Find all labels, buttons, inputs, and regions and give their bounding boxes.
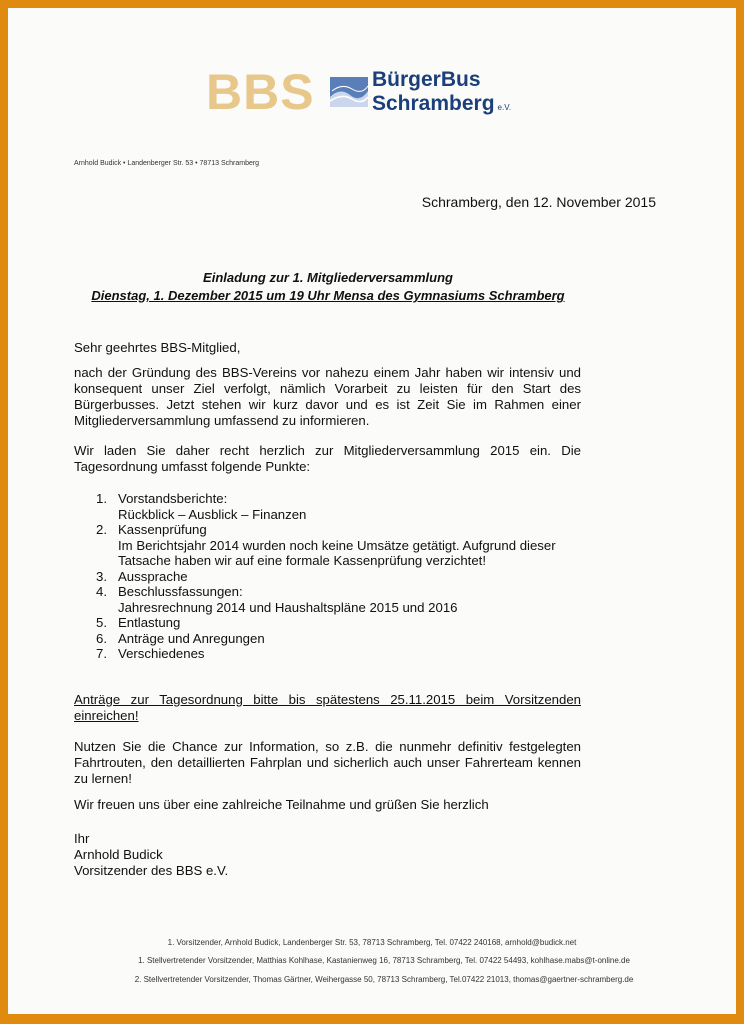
closing-signature: [74, 831, 228, 879]
logo-brand-line2: Schramberg e.V.: [372, 92, 512, 115]
footer-line-3: 2. Stellvertretender Vorsitzender, Thomas Gärtner, Weihergasse 50, 78713 Schramberg, Tel.07422 21013, thomas@gaertner-schramberg.de: [134, 975, 634, 984]
logo-letters: BBS: [206, 64, 315, 120]
agenda-item: 4. Beschlussfassungen: Jahresrechnung 2014 und Haushaltspläne 2015 und 2016: [96, 584, 458, 615]
agenda-item: 5. Entlastung: [96, 615, 181, 630]
subject-line-2: Dienstag, 1. Dezember 2015 um 19 Uhr Mensa des Gymnasiums Schramberg: [91, 288, 565, 303]
info-paragraph: Nutzen Sie die Chance zur Information, so z.B. die nunmehr definitiv festgelegten Fahrtrouten, den detaillierten Fahrplan und sicherlich auch unser Fahrerteam kennen zu lernen!: [74, 739, 581, 786]
agenda-item: 6. Anträge und Anregungen: [96, 630, 265, 646]
subject-line-1: Einladung zur 1. Mitgliederversammlung: [203, 270, 453, 285]
letter-date: Schramberg, den 12. November 2015: [421, 194, 656, 210]
footer-line-2: 1. Stellvertretender Vorsitzender, Matthias Kohlhase, Kastanienweg 16, 78713 Schramberg, Tel. 07422 54493, kohlhase.mabs@t-online.de: [138, 956, 630, 965]
signer-name: Arnhold Budick: [74, 847, 163, 862]
bus-hills-logo-icon: [330, 77, 368, 107]
agenda-item: 3. Aussprache: [96, 568, 188, 584]
agenda-item: 2. Kassenprüfung Im Berichtsjahr 2014 wurden noch keine Umsätze getätigt. Aufgrund dieser Tatsache haben wir auf eine formale Kassenprüfung verzichtet!: [96, 522, 556, 568]
intro-paragraph: nach der Gründung des BBS-Vereins vor nahezu einem Jahr haben wir intensiv und konsequent unser Ziel verfolgt, nämlich Vorarbeit zu leisten für den Start des Bürgerbusses. Jetzt stehen wir kurz davor und es ist Zeit Sie im Rahmen einer Mitgliederversammlung umfassend zu informieren.: [74, 365, 581, 428]
logo-brand-suffix: e.V.: [497, 103, 512, 112]
letter-page: [8, 8, 736, 1014]
closing-line: Ihr: [74, 831, 90, 846]
sender-address: Arnhold Budick • Landenberger Str. 53 • 78713 Schramberg: [74, 160, 260, 167]
thanks-paragraph: Wir freuen uns über eine zahlreiche Teilnahme und grüßen Sie herzlich: [74, 797, 489, 812]
salutation: Sehr geehrtes BBS-Mitglied,: [74, 340, 241, 355]
footer-line-1: 1. Vorsitzender, Arnhold Budick, Landenberger Str. 53, 78713 Schramberg, Tel. 07422 240168, arnhold@budick.net: [167, 938, 577, 947]
agenda-list: [96, 491, 586, 662]
invite-paragraph: Wir laden Sie daher recht herzlich zur Mitgliederversammlung 2015 ein. Die Tagesordnung umfasst folgende Punkte:: [74, 443, 581, 474]
bbs-logo: [206, 65, 536, 119]
agenda-item: 1. Vorstandsberichte: Rückblick – Ausblick – Finanzen: [96, 491, 307, 522]
logo-brand-line1: BürgerBus: [372, 68, 481, 91]
signer-role: Vorsitzender des BBS e.V.: [74, 863, 229, 878]
deadline-notice: Anträge zur Tagesordnung bitte bis spätestens 25.11.2015 beim Vorsitzenden einreichen!: [74, 692, 581, 723]
agenda-item: 7. Verschiedenes: [96, 646, 205, 661]
